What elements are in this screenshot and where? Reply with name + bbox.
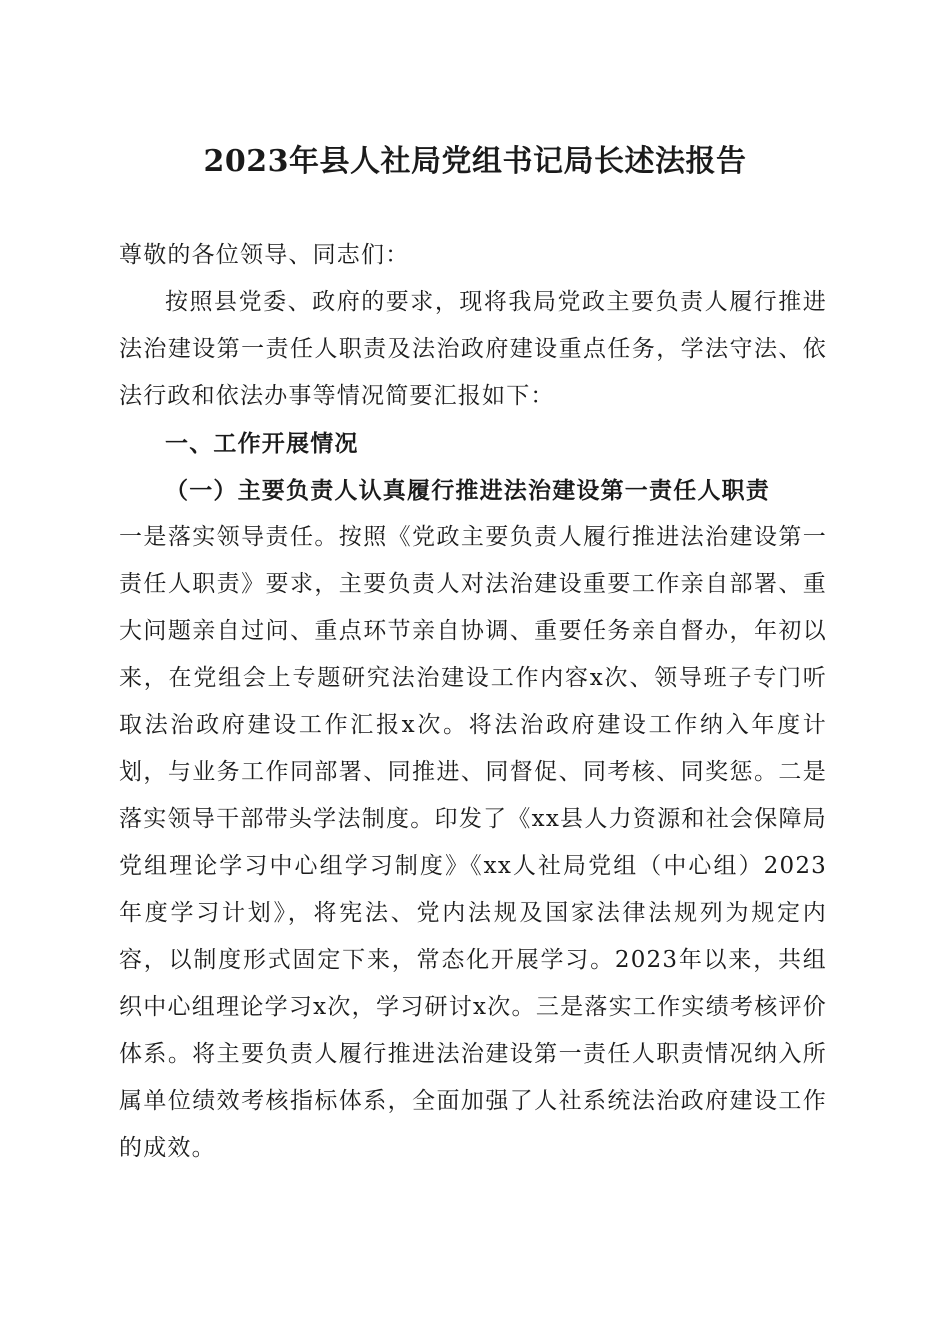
document-title: 2023年县人社局党组书记局长述法报告: [203, 144, 747, 179]
document-body: [119, 232, 827, 1172]
section-heading: 一、工作开展情况: [165, 430, 359, 457]
body-paragraph: 一是落实领导责任。按照《党政主要负责人履行推进法治建设第一责任人职责》要求，主要负责人对法治建设重要工作亲自部署、重大问题亲自过问、重点环节亲自协调、重要任务亲自督办，年初以来，在党组会上专题研究法治建设工作内容x次、领导班子专门听取法治政府建设工作汇报x次。将法治政府建设工作纳入年度计划，与业务工作同部署、同推进、同督促、同考核、同奖惩。二是落实领导干部带头学法制度。印发了《xx县人力资源和社会保障局党组理论学习中心组学习制度》《xx人社局党组（中心组）2023年度学习计划》，将宪法、党内法规及国家法律法规列为规定内容，以制度形式固定下来，常态化开展学习。2023年以来，共组织中心组理论学习x次，学习研讨x次。三是落实工作实绩考核评价体系。将主要负责人履行推进法治建设第一责任人职责情况纳入所属单位绩效考核指标体系，全面加强了人社系统法治政府建设工作的成效。: [119, 524, 827, 1161]
salutation: 尊敬的各位领导、同志们：: [119, 242, 410, 268]
subsection-heading: （一）主要负责人认真履行推进法治建设第一责任人职责: [165, 477, 770, 504]
intro-paragraph: 按照县党委、政府的要求，现将我局党政主要负责人履行推进法治建设第一责任人职责及法治政府建设重点任务，学法守法、依法行政和依法办事等情况简要汇报如下：: [119, 289, 827, 409]
